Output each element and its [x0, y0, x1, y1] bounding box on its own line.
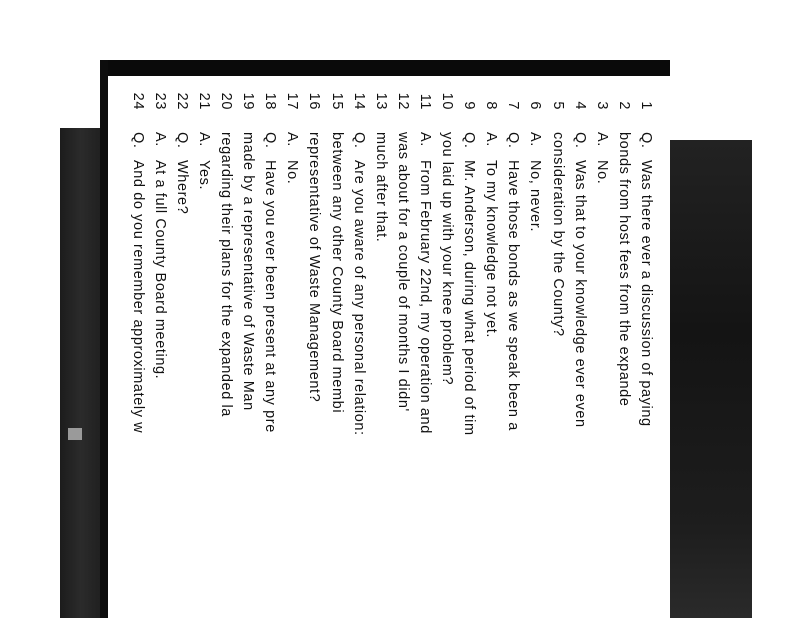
line-text: bonds from host fees from the expande	[615, 132, 632, 407]
line-number: 15	[328, 92, 345, 110]
speaker-mark: A.	[527, 132, 544, 147]
line-text: between any other County Board membi	[328, 132, 345, 414]
line-text: Have you ever been present at any pre	[262, 160, 279, 433]
transcript-line	[457, 76, 481, 618]
line-text: Mr. Anderson, during what period of tim	[461, 160, 478, 436]
line-number: 17	[284, 92, 301, 110]
line-text: Was that to your knowledge ever even	[571, 160, 588, 428]
speaker-mark: Q.	[350, 132, 367, 149]
line-number: 21	[196, 92, 212, 110]
line-text: No.	[284, 160, 301, 185]
speaker-mark: Q.	[262, 132, 279, 149]
transcript-line	[303, 76, 327, 618]
transcript-line	[612, 76, 636, 618]
transcript-line	[391, 76, 415, 618]
line-text: Was there ever a discussion of paying	[638, 160, 654, 427]
speaker-mark: A.	[151, 132, 168, 147]
line-number: 19	[240, 92, 257, 110]
transcript-line	[590, 76, 614, 618]
line-number: 22	[173, 92, 190, 110]
transcript-line	[435, 76, 459, 618]
line-text: you laid up with your knee problem?	[439, 132, 456, 386]
line-text: At a full County Board meeting.	[151, 160, 168, 380]
transcript-line	[546, 76, 570, 618]
line-text: made by a representative of Waste Man	[240, 132, 257, 411]
speaker-mark: A.	[196, 132, 212, 147]
line-text: No.	[593, 160, 610, 185]
speaker-mark: Q.	[505, 132, 522, 149]
transcript-line	[524, 76, 548, 618]
speaker-mark: A.	[284, 132, 301, 147]
line-text: consideration by the County?	[549, 132, 566, 337]
line-number: 1	[638, 101, 654, 110]
speaker-mark: A.	[417, 132, 433, 147]
line-number: 13	[372, 92, 389, 110]
line-number: 7	[505, 101, 522, 110]
transcript-line	[568, 76, 592, 618]
transcript-line	[479, 76, 503, 618]
transcript-line	[347, 76, 371, 618]
line-text: Are you aware of any personal relation:	[350, 160, 367, 436]
line-number: 5	[549, 101, 566, 110]
transcript-line	[258, 76, 282, 618]
line-number: 3	[593, 101, 610, 110]
line-text: And do you remember approximately w	[129, 160, 146, 434]
scan-edge-left	[100, 60, 108, 618]
transcript-line	[170, 76, 194, 618]
rotated-transcript	[108, 76, 670, 618]
line-text: To my knowledge not yet.	[483, 160, 500, 339]
line-number: 9	[461, 101, 478, 110]
transcript-line	[148, 76, 172, 618]
line-number: 18	[262, 92, 279, 110]
line-number: 14	[350, 92, 367, 110]
line-text: much after that.	[372, 132, 389, 243]
line-text: representative of Waste Management?	[306, 132, 323, 403]
line-number: 2	[615, 101, 632, 110]
transcript-line	[280, 76, 304, 618]
line-text: was about for a couple of months I didn'	[394, 132, 411, 412]
transcript-line	[126, 76, 150, 618]
speaker-mark: Q.	[173, 132, 190, 149]
line-text: Have those bonds as we speak been a	[505, 160, 522, 431]
line-text: Where?	[173, 160, 190, 215]
speaker-mark: A.	[593, 132, 610, 147]
line-number: 4	[571, 101, 588, 110]
line-number: 24	[129, 92, 146, 110]
line-number: 10	[439, 92, 456, 110]
speaker-mark: Q.	[638, 132, 654, 149]
line-number: 6	[527, 101, 544, 110]
line-text: Yes.	[196, 160, 212, 191]
line-number: 11	[417, 93, 433, 110]
scan-edge-top	[100, 60, 670, 76]
line-text: regarding their plans for the expanded la	[218, 132, 235, 417]
transcript-line	[501, 76, 525, 618]
transcript-line	[192, 76, 216, 618]
line-number: 12	[394, 92, 411, 110]
speaker-mark: Q.	[461, 132, 478, 149]
transcript-line	[214, 76, 238, 618]
transcript-line	[236, 76, 260, 618]
line-text: No, never.	[527, 160, 544, 233]
transcript-line	[325, 76, 349, 618]
transcript-line	[413, 76, 437, 618]
speaker-mark: Q.	[571, 132, 588, 149]
speaker-mark: Q.	[129, 132, 146, 149]
transcript-page	[108, 76, 670, 618]
line-number: 23	[151, 92, 168, 110]
line-number: 20	[218, 92, 235, 110]
line-number: 8	[483, 101, 500, 110]
line-text: From February 22nd, my operation and	[417, 160, 433, 434]
speaker-mark: A.	[483, 132, 500, 147]
transcript-line	[369, 76, 393, 618]
transcript-line	[634, 76, 658, 618]
scan-shadow-right	[670, 140, 752, 618]
line-number: 16	[306, 92, 323, 110]
